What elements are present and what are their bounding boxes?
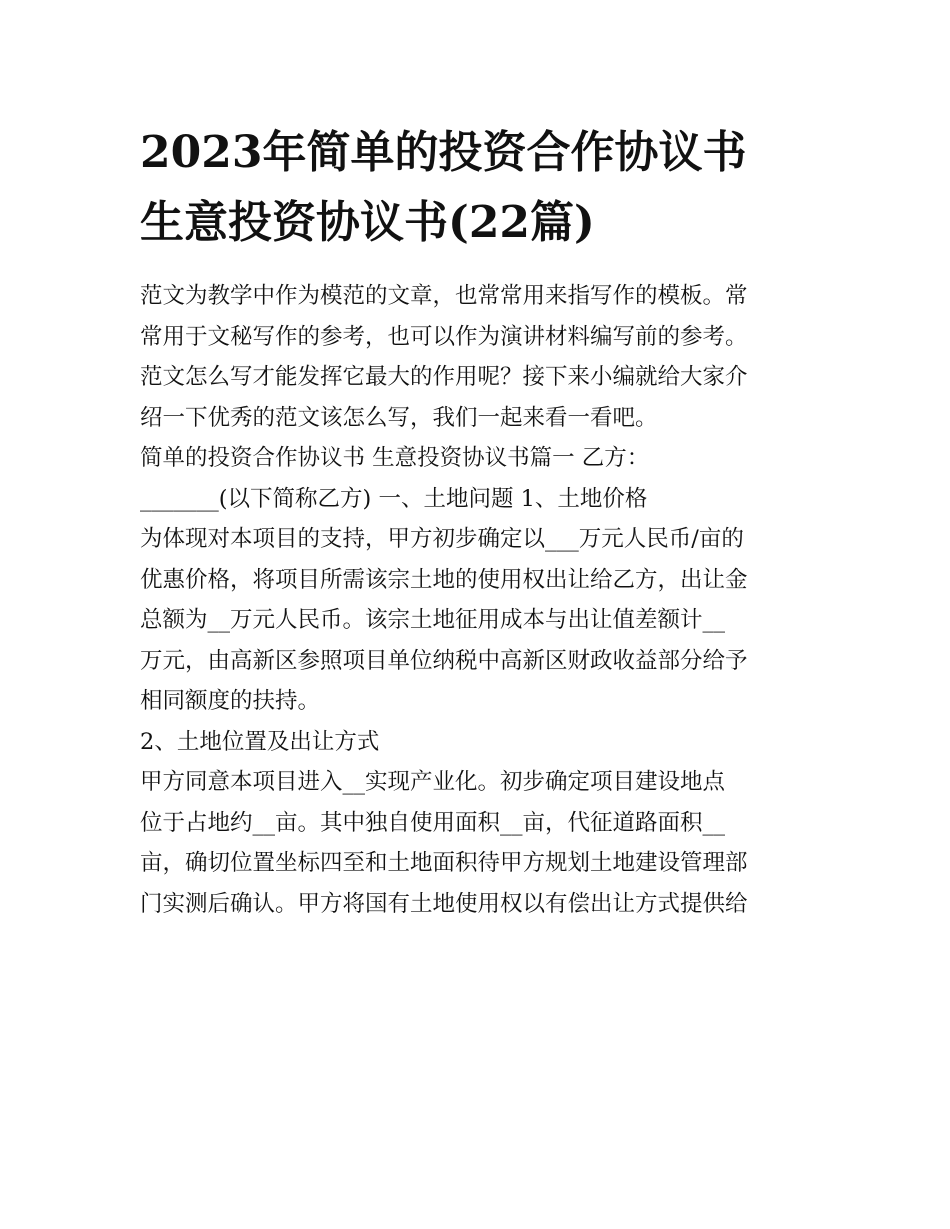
text-line: _______(以下简称乙方) 一、土地问题 1、土地价格 <box>140 485 648 512</box>
text-line: 门实测后确认。甲方将国有土地使用权以有偿出让方式提供给 <box>140 890 748 917</box>
document-title <box>140 118 812 258</box>
text-line: 为体现对本项目的支持，甲方初步确定以___万元人民币/亩的 <box>140 526 744 552</box>
text-line: 总额为__万元人民币。该宗土地征用成本与出让值差额计__ <box>140 607 726 633</box>
text-line: 优惠价格，将项目所需该宗土地的使用权出让给乙方，出让金 <box>140 566 748 593</box>
text-line: 范文为教学中作为模范的文章，也常常用来指写作的模板。常 <box>140 283 748 309</box>
text-line: 2、土地位置及出让方式 <box>140 728 380 755</box>
intro-paragraph <box>140 276 812 438</box>
text-line: 位于占地约__亩。其中独自使用面积__亩，代征道路面积__ <box>140 809 726 836</box>
text-line: 亩，确切位置坐标四至和土地面积待甲方规划土地建设管理部 <box>140 850 748 876</box>
text-line: 常用于文秘写作的参考，也可以作为演讲材料编写前的参考。 <box>140 323 748 350</box>
title-line: 2023年简单的投资合作协议书 <box>140 127 747 178</box>
document-page <box>140 118 812 924</box>
text-line: 万元，由高新区参照项目单位纳税中高新区财政收益部分给予 <box>140 647 748 674</box>
text-line: 范文怎么写才能发挥它最大的作用呢？接下来小编就给大家介 <box>140 364 748 390</box>
title-line: 生意投资协议书(22篇) <box>140 197 595 248</box>
text-line: 相同额度的扶持。 <box>140 688 321 714</box>
agreement-paragraph <box>140 438 812 722</box>
section-heading <box>140 722 812 763</box>
text-line: 绍一下优秀的范文该怎么写，我们一起来看一看吧。 <box>140 404 658 431</box>
text-line: 甲方同意本项目进入__实现产业化。初步确定项目建设地点 <box>140 769 726 795</box>
land-location-paragraph <box>140 762 812 924</box>
text-line: 简单的投资合作协议书 生意投资协议书篇一 乙方： <box>140 445 650 471</box>
